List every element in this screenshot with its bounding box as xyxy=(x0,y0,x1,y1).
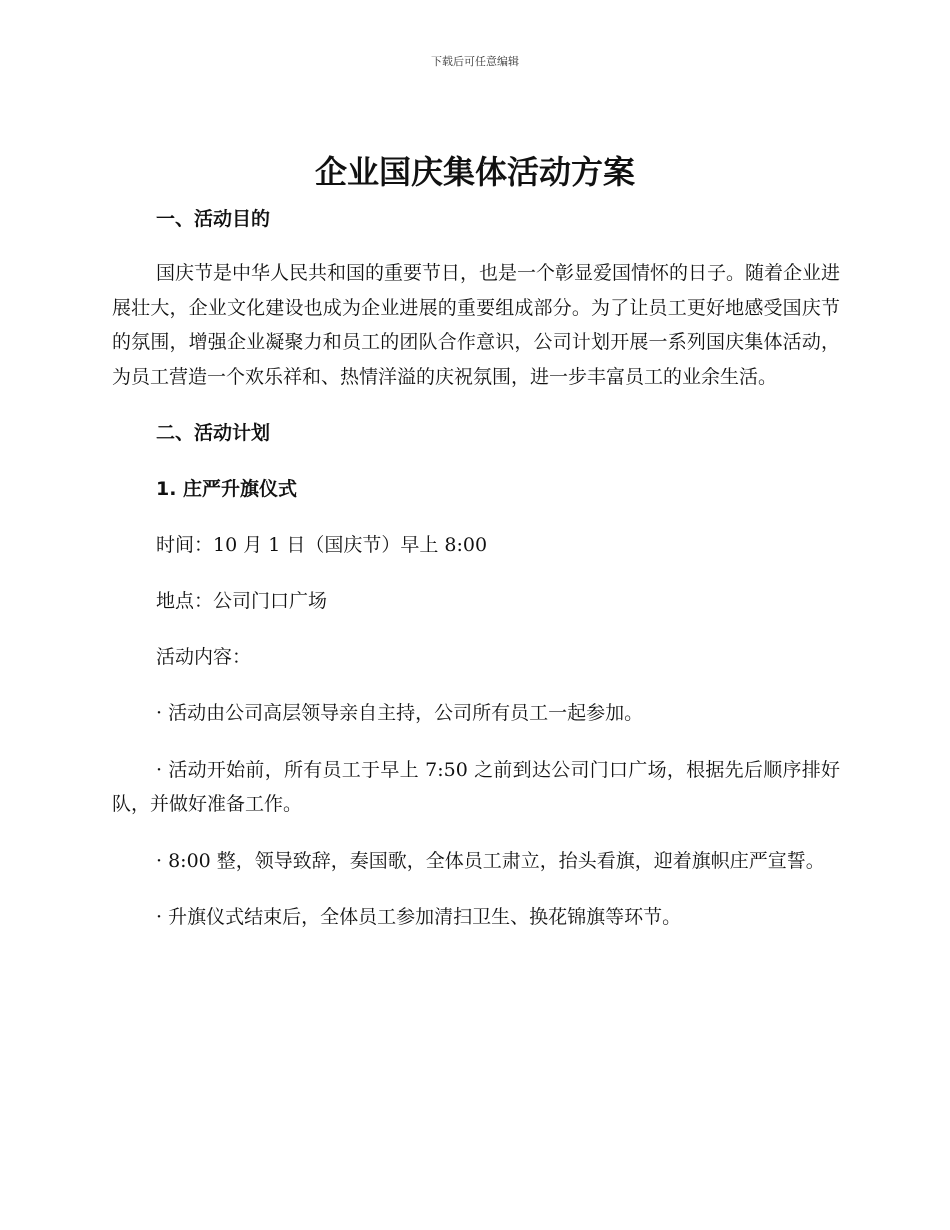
subsection-heading-flag-ceremony: 1. 庄严升旗仪式 xyxy=(156,478,298,500)
list-item: · 8:00 整，领导致辞，奏国歌，全体员工肃立，抬头看旗，迎着旗帜庄严宣誓。 xyxy=(156,849,825,872)
section-heading-purpose: 一、活动目的 xyxy=(156,208,271,230)
document-body xyxy=(112,202,840,935)
section-heading-plan: 二、活动计划 xyxy=(156,422,271,444)
list-item: · 升旗仪式结束后，全体员工参加清扫卫生、换花锦旗等环节。 xyxy=(156,906,682,928)
header-note: 下载后可任意编辑 xyxy=(431,55,519,68)
document-title: 企业国庆集体活动方案 xyxy=(314,153,635,191)
activity-content-label: 活动内容： xyxy=(156,646,252,668)
purpose-paragraph: 国庆节是中华人民共和国的重要节日，也是一个彰显爱国情怀的日子。随着企业进展壮大，企业文化建设也成为企业进展的重要组成部分。为了让员工更好地感受国庆节的氛围，增强企业凝聚力和员工的团队合作意识，公司计划开展一系列国庆集体活动，为员工营造一个欢乐祥和、热情洋溢的庆祝氛围，进一步丰富员工的业余生活。 xyxy=(112,262,841,388)
list-item: · 活动由公司高层领导亲自主持，公司所有员工一起参加。 xyxy=(156,702,644,724)
activity-time: 时间：10 月 1 日（国庆节）早上 8:00 xyxy=(156,534,488,556)
activity-place: 地点：公司门口广场 xyxy=(156,590,328,612)
list-item: · 活动开始前，所有员工于早上 7:50 之前到达公司门口广场，根据先后顺序排好队，并做好准备工作。 xyxy=(112,758,840,815)
